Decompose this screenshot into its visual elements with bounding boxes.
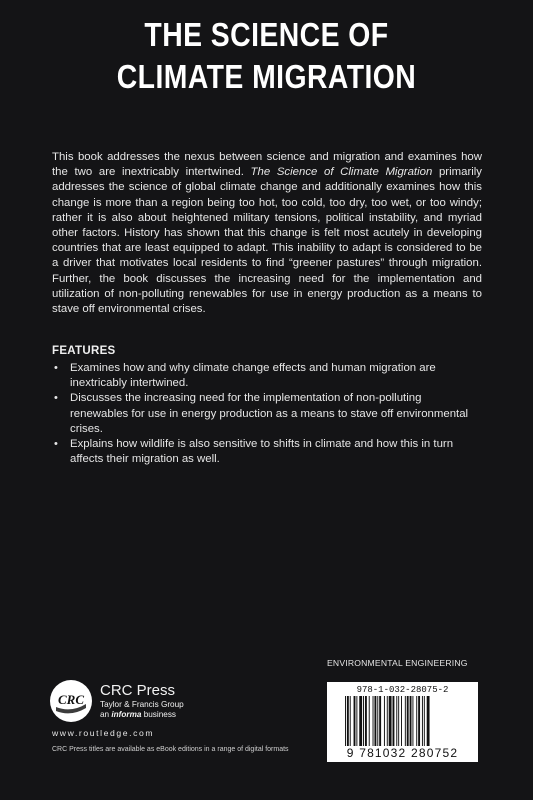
publisher-website[interactable]: www.routledge.com xyxy=(52,728,155,738)
title-line-2: CLIMATE MIGRATION xyxy=(116,58,417,95)
bullet-icon: • xyxy=(54,438,58,451)
crc-logo-icon xyxy=(50,680,92,722)
publisher-business: an informa business xyxy=(100,710,177,719)
publisher-group: Taylor & Francis Group xyxy=(100,700,184,709)
feature-item xyxy=(52,361,482,391)
publisher-block xyxy=(100,682,184,720)
subject-category: ENVIRONMENTAL ENGINEERING xyxy=(327,658,468,668)
ebook-note: CRC Press titles are available as eBook editions in a range of digital formats xyxy=(52,746,289,753)
ean-digits: 9 781032 280752 xyxy=(346,746,459,760)
barcode-bars xyxy=(345,696,460,746)
feature-text: Explains how wildlife is also sensitive to shifts in climate and how this in turn affects their migration as well. xyxy=(70,438,454,466)
feature-text: Examines how and why climate change effects and human migration are inextricably intertwined. xyxy=(70,362,436,390)
feature-item xyxy=(52,391,482,437)
book-description xyxy=(52,150,482,317)
bullet-icon: • xyxy=(54,362,58,374)
isbn-text: 978-1-032-28075-2 xyxy=(356,685,449,695)
title-line-1: THE SCIENCE OF xyxy=(144,16,389,53)
barcode xyxy=(327,682,478,762)
crc-logo xyxy=(50,680,92,722)
feature-text: Discusses the increasing need for the implementation of non-polluting renewables for use in energy production as a means to stave off environmental crises. xyxy=(70,392,469,435)
feature-item xyxy=(52,437,482,467)
description-italic-title: The Science of Climate Migration xyxy=(250,166,433,179)
crc-logo-text: CRC xyxy=(57,692,85,707)
description-part-2: primarily addresses the science of global climate change and additionally examines how this change is more than a region being too hot, too cold, too dry, too wet, or too windy; rather it is also about heightened military tensions, political instability, and myriad other factors. History has shown that this change is felt most acutely in developing countries that are least equipped to adapt. This inability to adapt is considered to be a driver that motivates local residents to find “greener pastures” through migration. Further, the book discusses the increasing need for the implementation and utilization of non-polluting renewables for use in energy production as a means to stave off environmental crises. xyxy=(52,166,482,316)
publisher-name: CRC Press xyxy=(100,682,176,699)
features-list xyxy=(52,361,482,467)
description-part-1: This book addresses the nexus between science and migration and examines how the two are inextricably intertwined. xyxy=(52,151,482,179)
book-title xyxy=(37,14,495,98)
bullet-icon: • xyxy=(54,392,58,405)
features-heading: FEATURES xyxy=(52,345,116,357)
